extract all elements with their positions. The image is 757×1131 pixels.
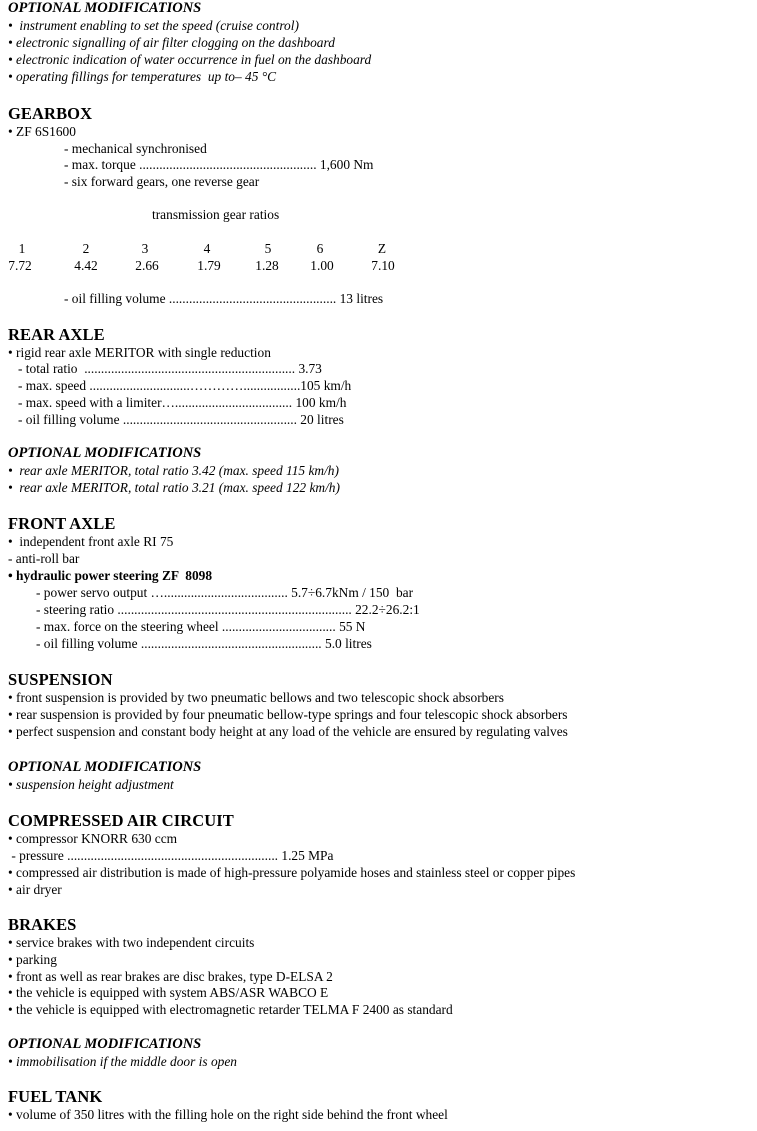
gear-label: 6	[316, 241, 324, 256]
list-item: • volume of 350 litres with the filling hole on the right side behind the front wheel	[8, 1107, 448, 1122]
gear-ratio: 1.79	[197, 258, 221, 273]
list-item: • service brakes with two independent circuits	[8, 935, 255, 950]
list-item: - oil filling volume .................................................... 20 litres	[18, 412, 344, 427]
list-item: • rear suspension is provided by four pneumatic bellow-type springs and four telescopic shock absorbers	[8, 707, 568, 722]
gearbox-heading: GEARBOX	[8, 104, 93, 123]
list-item: • immobilisation if the middle door is open	[8, 1054, 237, 1069]
gear-ratio: 1.28	[255, 258, 279, 273]
list-item: - power servo output …..................................... 5.7÷6.7kNm / 150 bar	[36, 585, 414, 600]
list-item: • electronic indication of water occurrence in fuel on the dashboard	[8, 52, 372, 67]
gear-label: 3	[141, 241, 149, 256]
gear-label: 5	[264, 241, 272, 256]
gear-ratio: 7.72	[8, 258, 32, 273]
list-item: - oil filling volume .................................................. 13 litres	[64, 291, 384, 306]
list-item: • parking	[8, 952, 57, 967]
list-item: • perfect suspension and constant body height at any load of the vehicle are ensured by regulating valves	[8, 724, 568, 739]
optional-modifications-heading: OPTIONAL MODIFICATIONS	[8, 1036, 202, 1052]
rear-axle-heading: REAR AXLE	[8, 325, 105, 344]
suspension-heading: SUSPENSION	[8, 670, 113, 689]
list-item: - steering ratio ...................................................................... 22.2÷26.2:1	[36, 602, 420, 617]
list-item: - anti-roll bar	[8, 551, 80, 566]
list-item: • hydraulic power steering ZF 8098	[8, 568, 213, 583]
brakes-heading: BRAKES	[8, 915, 77, 934]
gear-ratio: 7.10	[371, 258, 395, 273]
list-item: • the vehicle is equipped with electromagnetic retarder TELMA F 2400 as standard	[8, 1002, 453, 1017]
list-item: • air dryer	[8, 882, 62, 897]
list-item: • electronic signalling of air filter clogging on the dashboard	[8, 35, 335, 50]
gear-label: 2	[82, 241, 90, 256]
fuel-tank-heading: FUEL TANK	[8, 1087, 103, 1106]
gear-ratio: 4.42	[74, 258, 98, 273]
list-item: • ZF 6S1600	[8, 124, 76, 139]
optional-modifications-heading: OPTIONAL MODIFICATIONS	[8, 759, 202, 775]
list-item: • the vehicle is equipped with system ABS/ASR WABCO E	[8, 985, 329, 1000]
gear-ratio: 1.00	[310, 258, 334, 273]
list-item: • rear axle MERITOR, total ratio 3.42 (max. speed 115 km/h)	[8, 463, 339, 478]
list-item: • front as well as rear brakes are disc brakes, type D-ELSA 2	[8, 969, 333, 984]
gear-label: 4	[203, 241, 211, 256]
list-item: • suspension height adjustment	[8, 777, 174, 792]
gear-ratios-caption: transmission gear ratios	[152, 207, 280, 222]
list-item: • instrument enabling to set the speed (cruise control)	[8, 18, 299, 33]
list-item: • rigid rear axle MERITOR with single reduction	[8, 345, 271, 360]
list-item: - total ratio ............................................................... 3.73	[18, 361, 322, 376]
gear-ratio: 2.66	[135, 258, 159, 273]
gear-label: 1	[18, 241, 26, 256]
list-item: • compressor KNORR 630 ccm	[8, 831, 178, 846]
list-item: - max. force on the steering wheel .................................. 55 N	[36, 619, 366, 634]
list-item: - max. speed with a limiter…................................... 100 km/h	[18, 395, 347, 410]
list-item: • rear axle MERITOR, total ratio 3.21 (max. speed 122 km/h)	[8, 480, 340, 495]
gear-label: Z	[377, 241, 387, 256]
list-item: - pressure ............................................................... 1.25 MPa	[8, 848, 334, 863]
optional-modifications-heading: OPTIONAL MODIFICATIONS	[8, 0, 202, 16]
optional-modifications-heading: OPTIONAL MODIFICATIONS	[8, 445, 202, 461]
compressed-air-heading: COMPRESSED AIR CIRCUIT	[8, 811, 234, 830]
list-item: - six forward gears, one reverse gear	[64, 174, 260, 189]
list-item: - max. torque ..................................................... 1,600 Nm	[64, 157, 374, 172]
list-item: • independent front axle RI 75	[8, 534, 174, 549]
list-item: • front suspension is provided by two pneumatic bellows and two telescopic shock absorbers	[8, 690, 504, 705]
list-item: - oil filling volume ...................................................... 5.0 litres	[36, 636, 372, 651]
front-axle-heading: FRONT AXLE	[8, 514, 116, 533]
list-item: - max. speed ..............................………….................105 km/h	[18, 378, 352, 393]
list-item: • compressed air distribution is made of high-pressure polyamide hoses and stainless steel or copper pipes	[8, 865, 576, 880]
list-item: • operating fillings for temperatures up to– 45 °C	[8, 69, 277, 84]
list-item: - mechanical synchronised	[64, 141, 207, 156]
